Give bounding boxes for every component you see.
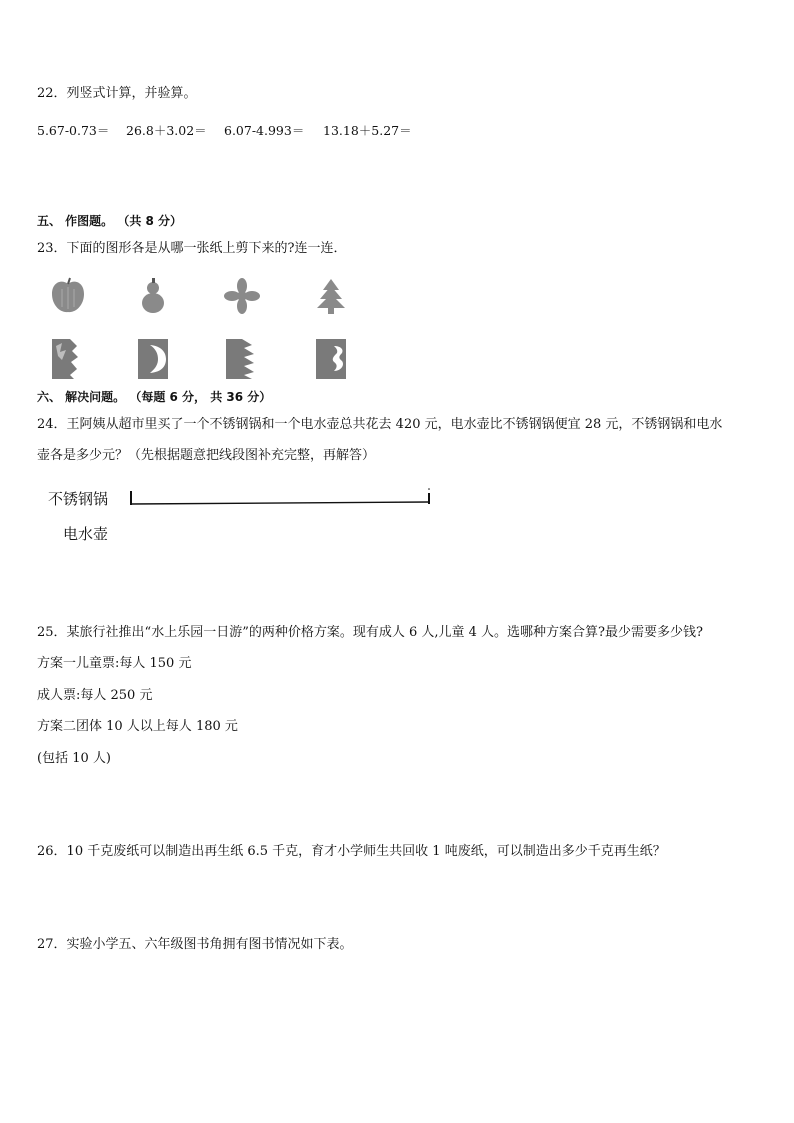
q25-plan1-child: 方案一儿童票:每人 150 元 [37,656,192,671]
apple-shape-icon [48,275,88,317]
q25-text-line-1: 25．某旅行社推出“水上乐园一日游”的两种价格方案。现有成人 6 人,儿童 4 人。选哪种方案合算?最少需要多少钱? [37,625,703,640]
segment-label-pot: 不锈钢锅 [48,490,109,508]
calc-expression-4: 13.18＋5.27＝ [323,123,412,138]
q25-plan2-note: (包括 10 人) [37,751,111,766]
q27-text: 27．实验小学五、六年级图书角拥有图书情况如下表。 [37,937,353,952]
section6-heading: 六、 解决问题。 （每题 6 分， 共 36 分） [37,390,272,404]
q25-plan2-group: 方案二团体 10 人以上每人 180 元 [37,719,238,734]
flower-shape-icon [222,275,262,317]
q23-title: 23．下面的图形各是从哪一张纸上剪下来的?连一连． [37,241,347,256]
tree-shape-icon [311,275,351,317]
gourd-shape-icon [133,275,173,317]
paper-card-1-icon [50,338,84,380]
calc-expression-1: 5.67-0.73＝ [37,123,110,138]
line-segment-diagram [128,487,434,509]
q26-text: 26．10 千克废纸可以制造出再生纸 6.5 千克，育才小学师生共回收 1 吨废纸，可以制造出多少千克再生纸？ [37,844,666,859]
calc-expression-2: 26.8＋3.02＝ [126,123,207,138]
q25-plan1-adult: 成人票:每人 250 元 [37,688,153,703]
section5-heading: 五、 作图题。 （共 8 分） [37,214,183,228]
calc-expression-3: 6.07-4.993＝ [224,123,305,138]
q24-text-line-1: 24．王阿姨从超市里买了一个不锈钢锅和一个电水壶总共花去 420 元，电水壶比不锈钢锅便宜 28 元，不锈钢锅和电水 [37,417,723,432]
segment-label-kettle: 电水壶 [63,525,109,543]
paper-card-2-icon [136,338,170,380]
paper-card-3-icon [224,338,258,380]
q24-text-line-2: 壶各是多少元？（先根据题意把线段图补充完整，再解答） [37,448,376,463]
paper-card-4-icon [314,338,348,380]
q22-title: 22．列竖式计算，并验算。 [37,86,197,101]
